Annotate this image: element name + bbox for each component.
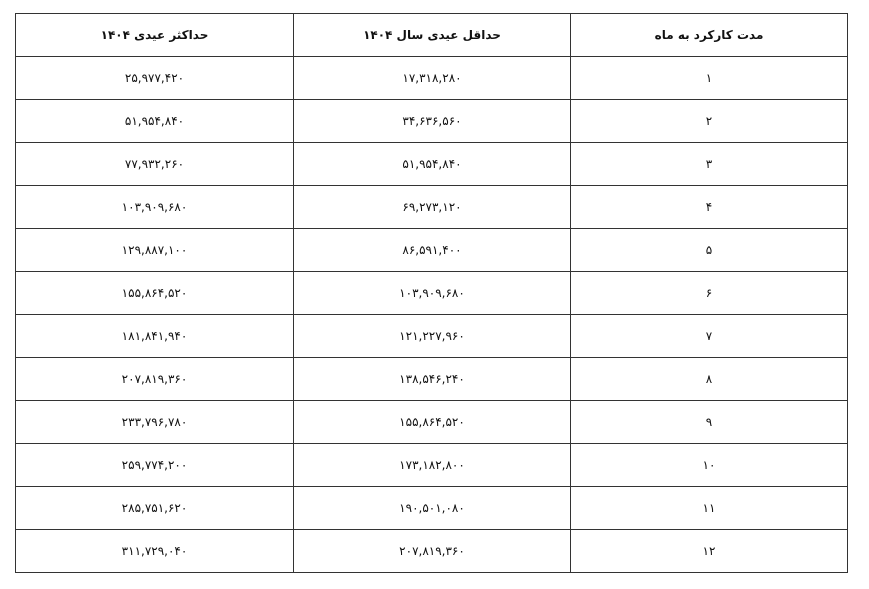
cell-min-bonus: ۱۰۳,۹۰۹,۶۸۰	[294, 272, 571, 315]
cell-max-bonus: ۲۵۹,۷۷۴,۲۰۰	[16, 444, 294, 487]
table-row	[16, 100, 848, 143]
table-row	[16, 143, 848, 186]
cell-months: ۳	[571, 143, 848, 186]
table-header-row	[16, 14, 848, 57]
cell-min-bonus: ۱۲۱,۲۲۷,۹۶۰	[294, 315, 571, 358]
cell-max-bonus: ۳۱۱,۷۲۹,۰۴۰	[16, 530, 294, 573]
header-min-bonus: حداقل عیدی سال ۱۴۰۴	[294, 14, 571, 57]
cell-max-bonus: ۵۱,۹۵۴,۸۴۰	[16, 100, 294, 143]
table-row	[16, 57, 848, 100]
bonus-table-container	[15, 13, 847, 573]
cell-min-bonus: ۳۴,۶۳۶,۵۶۰	[294, 100, 571, 143]
cell-max-bonus: ۱۰۳,۹۰۹,۶۸۰	[16, 186, 294, 229]
table-body	[16, 57, 848, 573]
cell-max-bonus: ۲۰۷,۸۱۹,۳۶۰	[16, 358, 294, 401]
cell-max-bonus: ۱۸۱,۸۴۱,۹۴۰	[16, 315, 294, 358]
cell-min-bonus: ۱۷۳,۱۸۲,۸۰۰	[294, 444, 571, 487]
cell-min-bonus: ۲۰۷,۸۱۹,۳۶۰	[294, 530, 571, 573]
cell-max-bonus: ۲۸۵,۷۵۱,۶۲۰	[16, 487, 294, 530]
cell-max-bonus: ۲۳۳,۷۹۶,۷۸۰	[16, 401, 294, 444]
header-months: مدت کارکرد به ماه	[571, 14, 848, 57]
cell-months: ۱۰	[571, 444, 848, 487]
table-row	[16, 358, 848, 401]
cell-max-bonus: ۲۵,۹۷۷,۴۲۰	[16, 57, 294, 100]
cell-months: ۲	[571, 100, 848, 143]
cell-min-bonus: ۱۹۰,۵۰۱,۰۸۰	[294, 487, 571, 530]
cell-months: ۱۱	[571, 487, 848, 530]
cell-months: ۴	[571, 186, 848, 229]
cell-max-bonus: ۱۵۵,۸۶۴,۵۲۰	[16, 272, 294, 315]
table-row	[16, 401, 848, 444]
cell-months: ۸	[571, 358, 848, 401]
cell-min-bonus: ۱۳۸,۵۴۶,۲۴۰	[294, 358, 571, 401]
cell-min-bonus: ۱۵۵,۸۶۴,۵۲۰	[294, 401, 571, 444]
cell-min-bonus: ۵۱,۹۵۴,۸۴۰	[294, 143, 571, 186]
cell-months: ۶	[571, 272, 848, 315]
table-row	[16, 444, 848, 487]
cell-min-bonus: ۸۶,۵۹۱,۴۰۰	[294, 229, 571, 272]
table-row	[16, 530, 848, 573]
table-row	[16, 229, 848, 272]
cell-months: ۱۲	[571, 530, 848, 573]
header-max-bonus: حداکثر عیدی ۱۴۰۴	[16, 14, 294, 57]
cell-min-bonus: ۶۹,۲۷۳,۱۲۰	[294, 186, 571, 229]
bonus-table	[15, 13, 848, 573]
table-row	[16, 272, 848, 315]
table-row	[16, 315, 848, 358]
cell-months: ۱	[571, 57, 848, 100]
cell-months: ۹	[571, 401, 848, 444]
cell-min-bonus: ۱۷,۳۱۸,۲۸۰	[294, 57, 571, 100]
table-row	[16, 487, 848, 530]
table-row	[16, 186, 848, 229]
cell-max-bonus: ۱۲۹,۸۸۷,۱۰۰	[16, 229, 294, 272]
cell-max-bonus: ۷۷,۹۳۲,۲۶۰	[16, 143, 294, 186]
cell-months: ۵	[571, 229, 848, 272]
cell-months: ۷	[571, 315, 848, 358]
